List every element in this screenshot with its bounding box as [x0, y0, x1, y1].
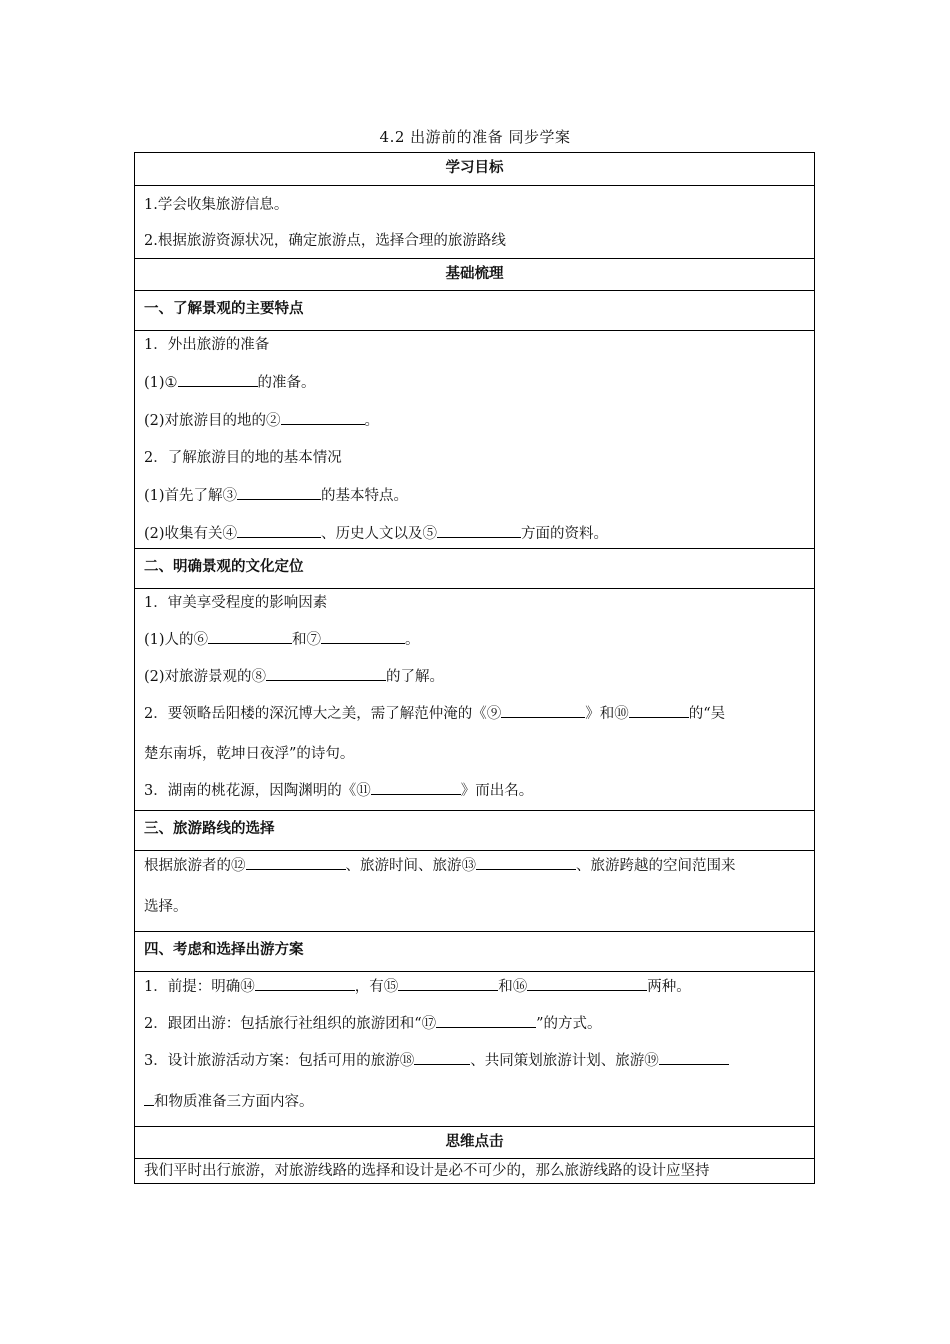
goals-header: 学习目标	[445, 160, 504, 176]
text-line: 3．湖南的桃花源，因陶渊明的《⑪ 》而出名。	[144, 780, 805, 801]
text-line: 3．设计旅游活动方案：包括可用的旅游⑱ 、共同策划旅游计划、旅游⑲	[144, 1050, 805, 1071]
section-2-heading: 二、明确景观的文化定位	[135, 548, 814, 588]
text-line: (1)首先了解③ 的基本特点。	[144, 485, 805, 506]
text-line: (2)对旅游目的地的② 。	[144, 410, 805, 431]
answer-blank[interactable]	[237, 523, 321, 538]
text-line: 楚东南坼，乾坤日夜浮”的诗句。	[144, 746, 355, 762]
section-4-heading: 四、考虑和选择出游方案	[135, 931, 814, 971]
answer-blank[interactable]	[629, 703, 689, 718]
text-line: (1)人的⑥ 和⑦ 。	[144, 629, 805, 650]
answer-blank[interactable]	[266, 666, 386, 681]
text-line: 1．前提：明确⑭ ，有⑮ 和⑯ 两种。	[144, 976, 805, 997]
text-line: 1．外出旅游的准备	[144, 337, 270, 353]
answer-blank[interactable]	[371, 780, 461, 795]
text-line: (1)① 的准备。	[144, 372, 805, 393]
answer-blank[interactable]	[437, 523, 521, 538]
goal-item: 1.学会收集旅游信息。	[144, 197, 289, 213]
answer-blank[interactable]	[659, 1050, 729, 1065]
basics-header: 基础梳理	[135, 258, 814, 290]
answer-blank[interactable]	[501, 703, 585, 718]
answer-blank[interactable]	[281, 410, 365, 425]
study-sheet-table	[134, 152, 815, 1184]
document-title: 4.2 出游前的准备 同步学案	[379, 128, 571, 146]
text-line: 1．审美享受程度的影响因素	[144, 595, 328, 611]
answer-blank[interactable]	[255, 976, 355, 991]
text-line: 2．跟团出游：包括旅行社组织的旅游团和“⑰ ”的方式。	[144, 1013, 805, 1034]
goals-body	[135, 185, 814, 258]
section-2-body	[135, 588, 814, 810]
answer-blank[interactable]	[527, 976, 647, 991]
answer-blank[interactable]	[208, 629, 292, 644]
section-3-heading: 三、旅游路线的选择	[135, 810, 814, 850]
answer-blank[interactable]	[246, 855, 346, 870]
text-line: 根据旅游者的⑫ 、旅游时间、旅游⑬ 、旅游跨越的空间范围来	[144, 855, 805, 876]
text-line: (2)收集有关④ 、历史人文以及⑤ 方面的资料。	[144, 523, 805, 544]
answer-blank[interactable]	[321, 629, 405, 644]
section-3-body	[135, 850, 814, 931]
answer-blank[interactable]	[398, 976, 498, 991]
text-line: (2)对旅游景观的⑧ 的了解。	[144, 666, 805, 687]
answer-blank[interactable]	[476, 855, 576, 870]
answer-blank[interactable]	[237, 485, 321, 500]
text-line: 和物质准备三方面内容。	[144, 1091, 805, 1112]
answer-blank[interactable]	[178, 372, 258, 387]
answer-blank[interactable]	[144, 1091, 154, 1106]
text-line: 2．了解旅游目的地的基本情况	[144, 450, 342, 466]
text-line: 我们平时出行旅游，对旅游线路的选择和设计是必不可少的，那么旅游线路的设计应坚持	[144, 1163, 710, 1179]
answer-blank[interactable]	[414, 1050, 470, 1065]
answer-blank[interactable]	[436, 1013, 536, 1028]
text-line: 选择。	[144, 899, 188, 915]
text-line: 2．要领略岳阳楼的深沉博大之美，需了解范仲淹的《⑨ 》和⑩ 的“吴	[144, 703, 805, 724]
section-4-body	[135, 971, 814, 1126]
section-1-heading: 一、了解景观的主要特点	[135, 290, 814, 330]
thinking-body	[135, 1158, 814, 1183]
thinking-header: 思维点击	[135, 1126, 814, 1158]
section-1-body	[135, 330, 814, 548]
goal-item: 2.根据旅游资源状况，确定旅游点，选择合理的旅游路线	[144, 233, 506, 249]
